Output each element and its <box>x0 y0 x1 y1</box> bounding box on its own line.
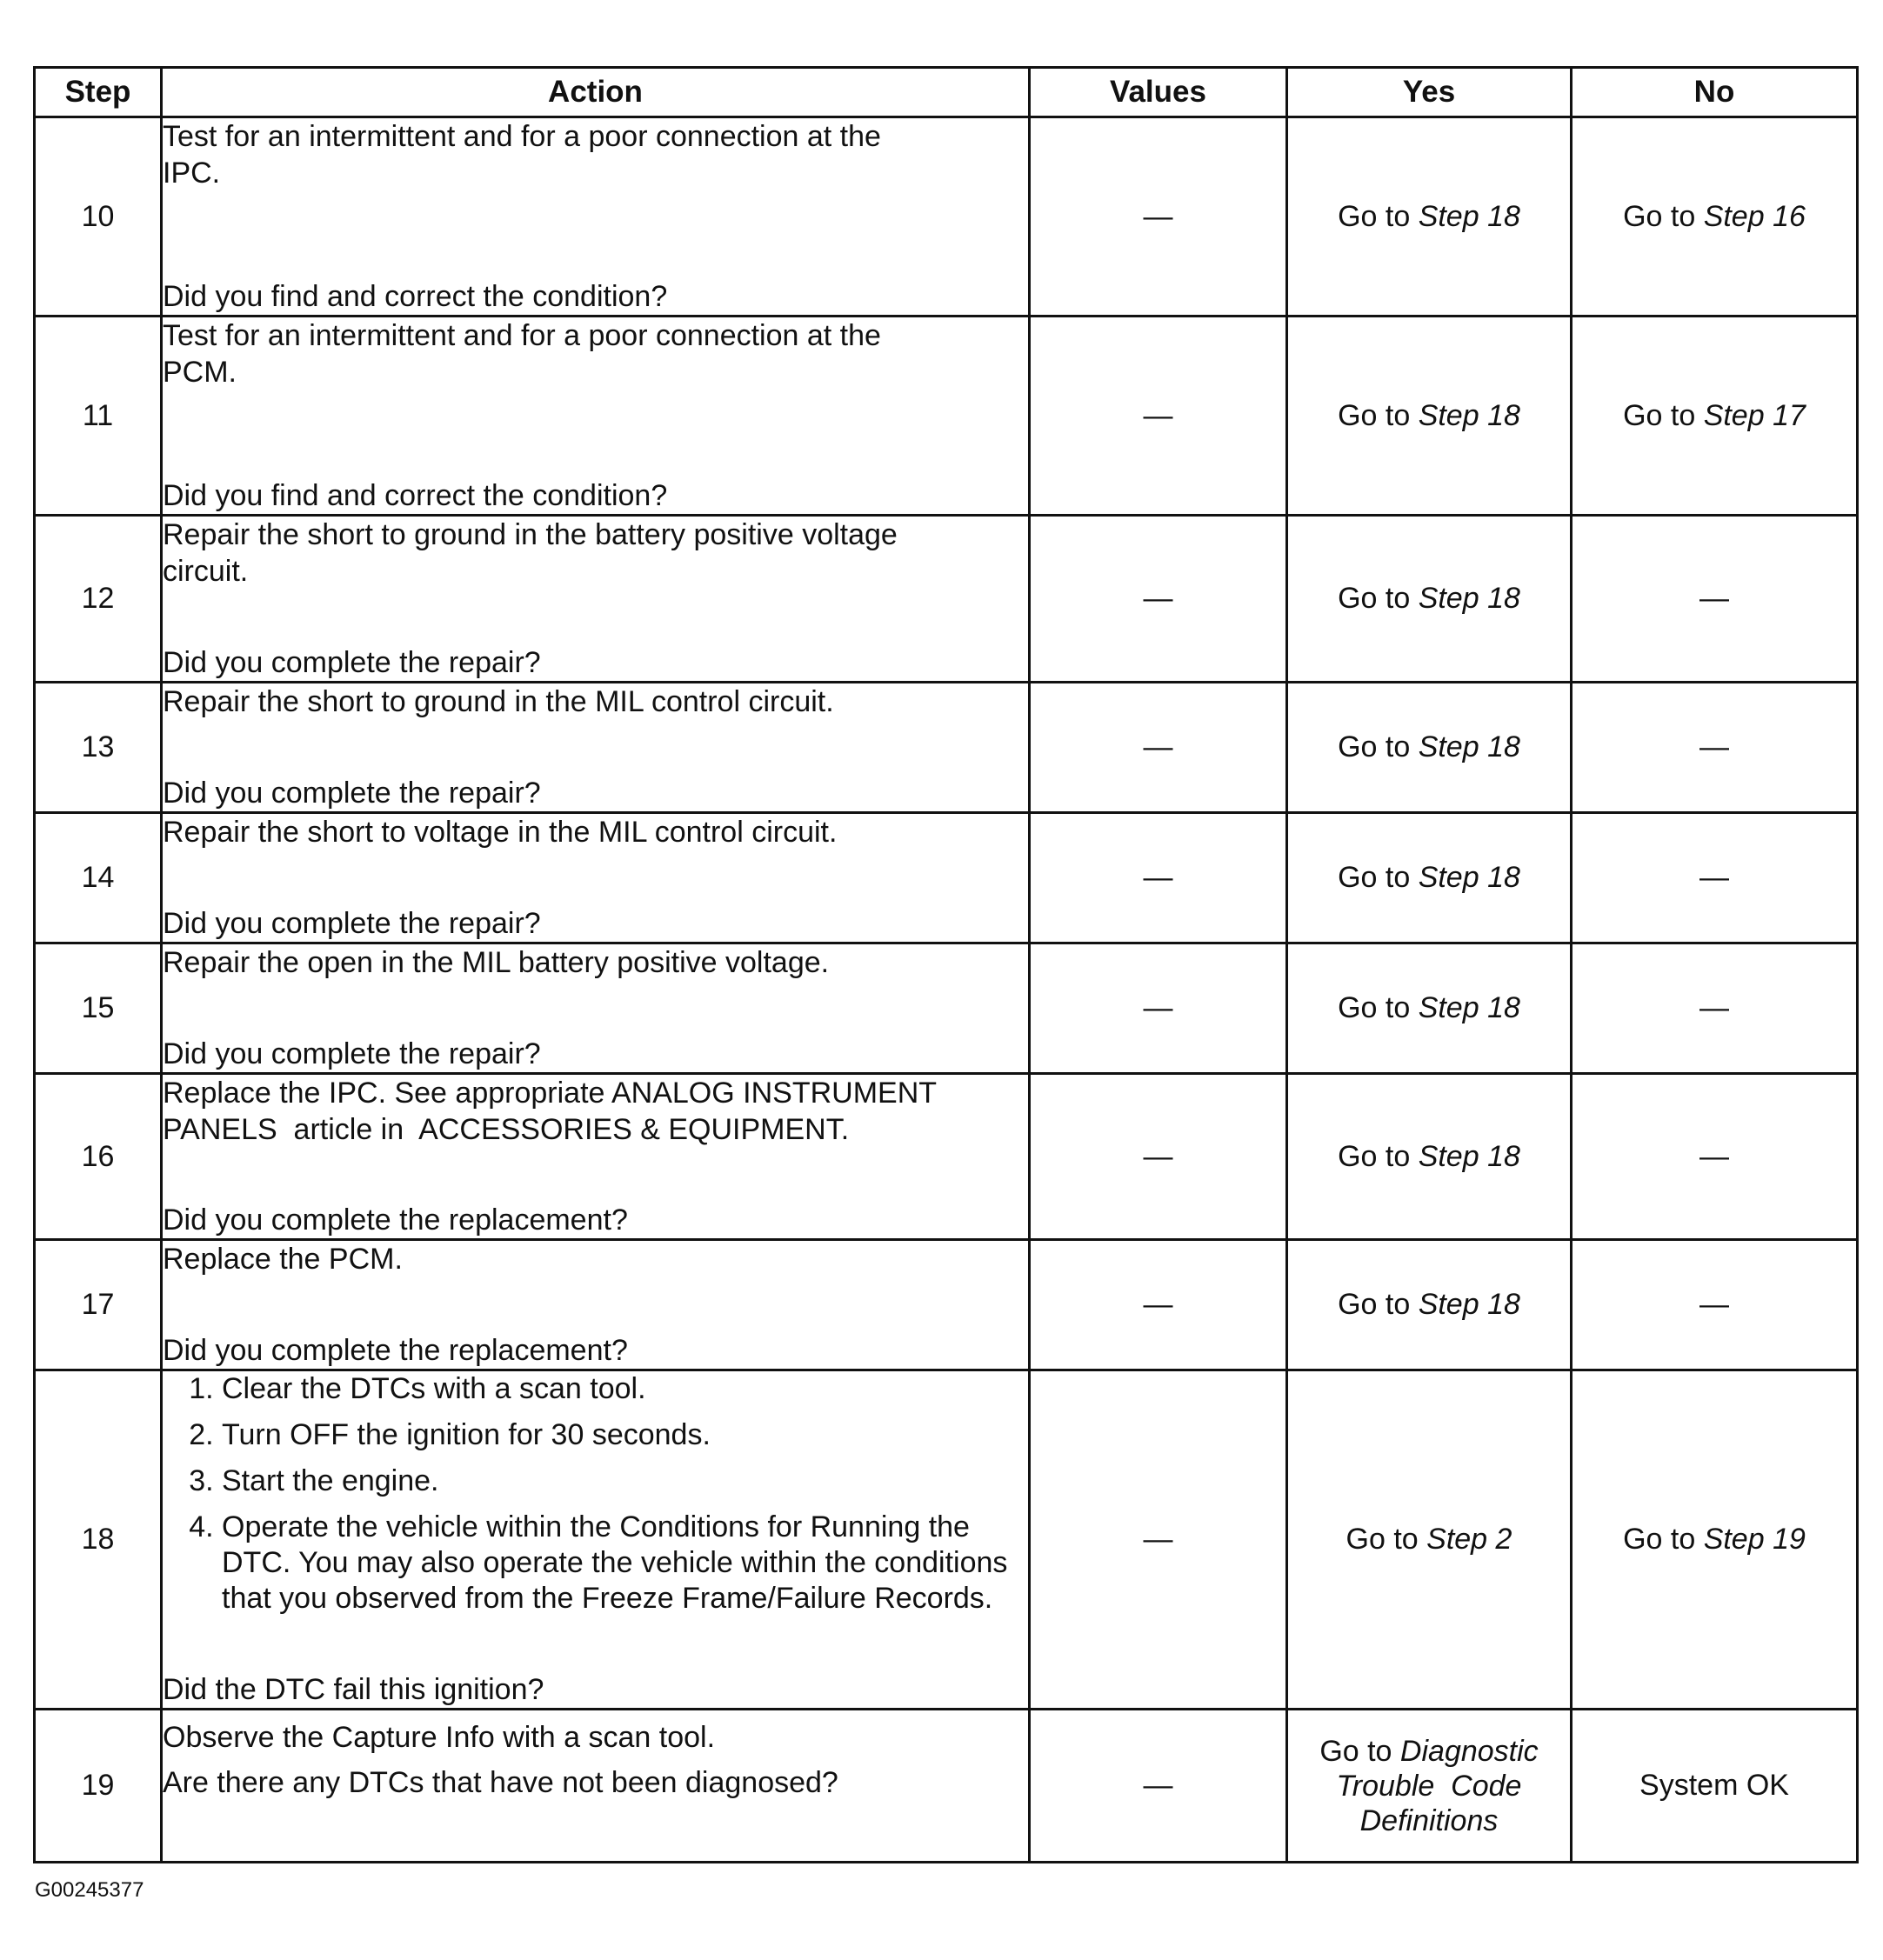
table-row-step-12 <box>35 516 1858 683</box>
action-text: circuit. <box>163 555 249 588</box>
goto-step-link[interactable]: Step 18 <box>1418 861 1520 894</box>
step-number: 16 <box>35 1074 162 1240</box>
action-cell <box>162 317 1030 516</box>
goto-label: Go to <box>1338 1139 1419 1173</box>
yes-cell <box>1287 516 1572 683</box>
values-cell: — <box>1030 1240 1287 1370</box>
substep-item: 2. Turn OFF the ignition for 30 seconds. <box>222 1417 1028 1453</box>
header-values: Values <box>1030 68 1287 117</box>
goto-step-link[interactable]: Step 18 <box>1418 991 1520 1024</box>
action-cell <box>162 1240 1030 1370</box>
action-question: Did you complete the replacement? <box>163 1334 628 1367</box>
goto-step-link[interactable]: Step 18 <box>1418 398 1520 432</box>
yes-cell <box>1287 117 1572 317</box>
action-cell <box>162 683 1030 813</box>
goto-step-link[interactable]: Trouble Code <box>1336 1769 1522 1803</box>
no-cell: — <box>1572 1074 1858 1240</box>
goto-label: Go to <box>1623 398 1704 432</box>
action-text: Repair the short to voltage in the MIL control circuit. <box>163 816 838 849</box>
yes-cell <box>1287 813 1572 943</box>
action-question: Are there any DTCs that have not been diagnosed? <box>163 1765 838 1799</box>
action-cell <box>162 813 1030 943</box>
action-text: Repair the open in the MIL battery positive voltage. <box>163 946 830 979</box>
table-row-step-17 <box>35 1240 1858 1370</box>
header-action: Action <box>162 68 1030 117</box>
no-cell: — <box>1572 813 1858 943</box>
step-number: 19 <box>35 1710 162 1863</box>
goto-step-link[interactable]: Step 18 <box>1418 582 1520 615</box>
action-question: Did the DTC fail this ignition? <box>163 1673 544 1706</box>
action-text: IPC. <box>163 157 221 190</box>
action-text: Test for an intermittent and for a poor connection at the <box>163 319 881 352</box>
yes-cell <box>1287 943 1572 1074</box>
action-cell <box>162 516 1030 683</box>
goto-step-link[interactable]: Step 17 <box>1703 398 1806 432</box>
step-number: 10 <box>35 117 162 317</box>
values-cell: — <box>1030 317 1287 516</box>
values-cell: — <box>1030 1710 1287 1863</box>
goto-step-link[interactable]: Step 2 <box>1426 1523 1512 1556</box>
goto-step-link[interactable]: Step 18 <box>1418 730 1520 763</box>
goto-label: Go to <box>1623 1523 1704 1556</box>
action-text: PCM. <box>163 356 237 389</box>
yes-cell <box>1287 1074 1572 1240</box>
goto-label: Go to <box>1319 1734 1400 1768</box>
yes-cell <box>1287 1370 1572 1710</box>
yes-cell <box>1287 1710 1572 1863</box>
values-cell: — <box>1030 683 1287 813</box>
step-number: 12 <box>35 516 162 683</box>
action-text: Test for an intermittent and for a poor connection at the <box>163 120 881 153</box>
step-number: 11 <box>35 317 162 516</box>
goto-step-link[interactable]: Definitions <box>1359 1803 1499 1837</box>
action-cell <box>162 1074 1030 1240</box>
goto-step-link[interactable]: Step 18 <box>1418 199 1520 233</box>
values-cell: — <box>1030 117 1287 317</box>
goto-label: Go to <box>1345 1523 1427 1556</box>
action-text: PANELS article in ACCESSORIES & EQUIPMENT. <box>163 1113 850 1146</box>
values-cell: — <box>1030 516 1287 683</box>
document-id: G00245377 <box>35 1878 144 1902</box>
diagnostic-table <box>33 66 1859 1863</box>
action-question: Did you complete the repair? <box>163 646 541 679</box>
step-number: 13 <box>35 683 162 813</box>
header-yes: Yes <box>1287 68 1572 117</box>
action-text: Observe the Capture Info with a scan tool. <box>163 1720 716 1754</box>
table-row-step-11 <box>35 317 1858 516</box>
step-number: 17 <box>35 1240 162 1370</box>
goto-label: Go to <box>1338 991 1419 1024</box>
goto-label: Go to <box>1338 582 1419 615</box>
goto-label: Go to <box>1338 730 1419 763</box>
goto-label: Go to <box>1338 1288 1419 1321</box>
header-step: Step <box>35 68 162 117</box>
action-text: Repair the short to ground in the MIL control circuit. <box>163 685 834 718</box>
action-question: Did you find and correct the condition? <box>163 280 668 313</box>
action-question: Did you complete the repair? <box>163 907 541 940</box>
values-cell: — <box>1030 1370 1287 1710</box>
no-cell: — <box>1572 683 1858 813</box>
action-question: Did you complete the repair? <box>163 777 541 810</box>
table-row-step-16 <box>35 1074 1858 1240</box>
action-cell <box>162 1370 1030 1710</box>
goto-step-link[interactable]: Step 16 <box>1703 199 1806 233</box>
action-question: Did you complete the replacement? <box>163 1203 628 1237</box>
step-number: 14 <box>35 813 162 943</box>
action-text: Repair the short to ground in the battery positive voltage <box>163 518 898 551</box>
no-cell: — <box>1572 943 1858 1074</box>
action-cell <box>162 1710 1030 1863</box>
table-row-step-18 <box>35 1370 1858 1710</box>
action-question: Did you find and correct the condition? <box>163 479 668 512</box>
action-question: Did you complete the repair? <box>163 1037 541 1070</box>
goto-step-link[interactable]: Diagnostic <box>1399 1734 1539 1768</box>
yes-cell <box>1287 1240 1572 1370</box>
substep-item: 3. Start the engine. <box>222 1463 1028 1499</box>
goto-step-link[interactable]: Step 18 <box>1418 1288 1520 1321</box>
no-cell <box>1572 317 1858 516</box>
no-cell <box>1572 1370 1858 1710</box>
goto-label: Go to <box>1338 861 1419 894</box>
goto-label: Go to <box>1338 398 1419 432</box>
action-cell <box>162 943 1030 1074</box>
action-text: Replace the IPC. See appropriate ANALOG INSTRUMENT <box>163 1077 938 1110</box>
no-cell <box>1572 117 1858 317</box>
yes-cell <box>1287 317 1572 516</box>
yes-cell <box>1287 683 1572 813</box>
substep-item: 1. Clear the DTCs with a scan tool. <box>222 1371 1028 1407</box>
table-row-step-10 <box>35 117 1858 317</box>
table-row-step-15 <box>35 943 1858 1074</box>
goto-label: Go to <box>1623 199 1704 233</box>
no-cell: — <box>1572 1240 1858 1370</box>
action-text: Replace the PCM. <box>163 1243 403 1276</box>
action-cell <box>162 117 1030 317</box>
substep-list <box>163 1371 1028 1623</box>
values-cell: — <box>1030 943 1287 1074</box>
step-number: 18 <box>35 1370 162 1710</box>
header-row <box>35 68 1858 117</box>
goto-step-link[interactable]: Step 19 <box>1703 1523 1806 1556</box>
no-cell: — <box>1572 516 1858 683</box>
table-row-step-13 <box>35 683 1858 813</box>
step-number: 15 <box>35 943 162 1074</box>
header-no: No <box>1572 68 1858 117</box>
values-cell: — <box>1030 1074 1287 1240</box>
goto-step-link[interactable]: Step 18 <box>1418 1139 1520 1173</box>
goto-label: Go to <box>1338 199 1419 233</box>
table-row-step-14 <box>35 813 1858 943</box>
no-cell: System OK <box>1572 1710 1858 1863</box>
table-row-step-19 <box>35 1710 1858 1863</box>
substep-item: 4. Operate the vehicle within the Conditions for Running the DTC. You may also operate the vehicle within the conditions that you observed from the Freeze Frame/Failure Records. <box>222 1510 1028 1617</box>
values-cell: — <box>1030 813 1287 943</box>
